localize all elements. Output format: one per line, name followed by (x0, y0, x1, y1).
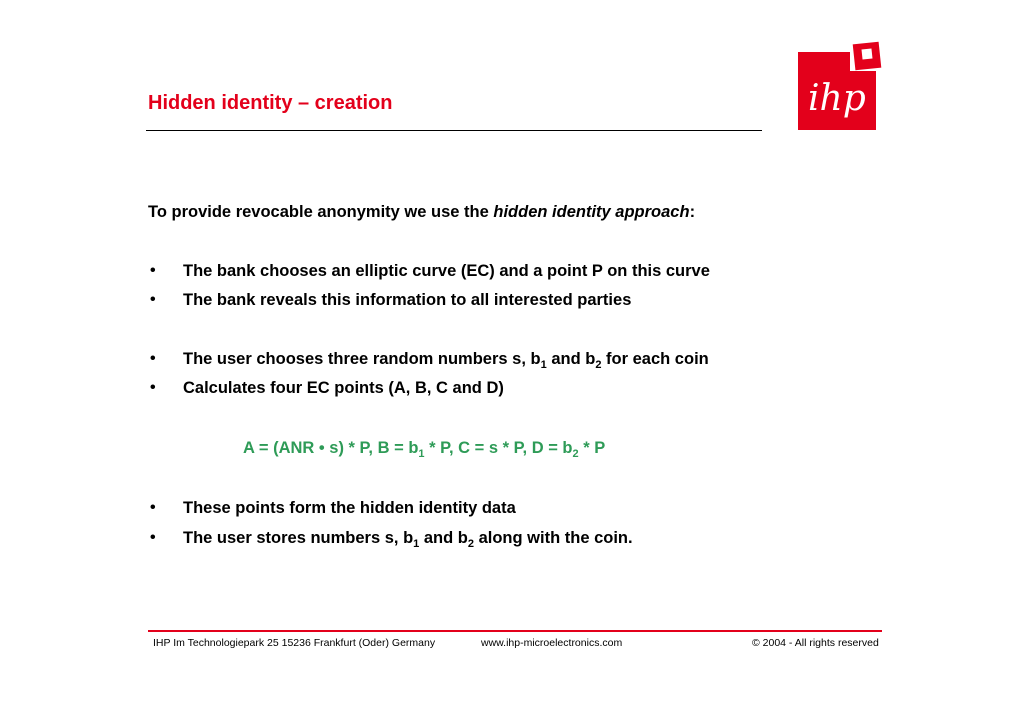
subscript: 2 (595, 359, 602, 371)
slide-title: Hidden identity – creation (148, 92, 393, 114)
title-divider (146, 130, 762, 131)
bullet-user-chooses-numbers (183, 349, 709, 369)
formula-segment: * P (578, 439, 606, 457)
text-segment: for each coin (601, 350, 709, 368)
bullet-bank-reveals-info: The bank reveals this information to all interested parties (183, 291, 632, 309)
footer-divider (148, 630, 882, 632)
intro-tail: : (689, 203, 696, 221)
subscript: 2 (467, 538, 474, 550)
footer-address: IHP Im Technologiepark 25 15236 Frankfurt (Oder) Germany (153, 637, 436, 649)
text-segment: and b (419, 529, 468, 547)
intro-line (148, 202, 695, 222)
footer-website: www.ihp-microelectronics.com (481, 637, 623, 649)
bullet-user-stores-numbers (183, 528, 633, 548)
bullet-hidden-identity-data: These points form the hidden identity data (183, 499, 516, 517)
bullet-marker: • (150, 499, 156, 516)
subscript: 2 (572, 448, 579, 460)
formula-segment: A = (ANR • s) * P, B = b (243, 439, 419, 457)
bullet-bank-chooses-curve: The bank chooses an elliptic curve (EC) and a point P on this curve (183, 262, 710, 280)
text-segment: The user stores numbers s, b (183, 529, 414, 547)
bullet-marker: • (150, 529, 156, 546)
bullet-calculates-points: Calculates four EC points (A, B, C and D) (183, 379, 504, 397)
text-segment: and b (546, 350, 596, 368)
text-segment: along with the coin. (474, 529, 633, 547)
subscript: 1 (540, 359, 547, 371)
intro-emphasis: hidden identity approach (493, 203, 690, 221)
bullet-marker: • (150, 379, 156, 396)
ihp-logo-icon (796, 40, 886, 132)
bullet-marker: • (150, 350, 156, 367)
footer-copyright: © 2004 - All rights reserved (752, 637, 879, 649)
text-segment: The user chooses three random numbers s, b (183, 350, 541, 368)
intro-lead: To provide revocable anonymity we use the (148, 203, 494, 221)
subscript: 1 (413, 538, 420, 550)
bullet-marker: • (150, 262, 156, 279)
formula-segment: * P, C = s * P, D = b (424, 439, 573, 457)
subscript: 1 (418, 448, 425, 460)
ec-points-formula (243, 438, 605, 458)
bullet-marker: • (150, 291, 156, 308)
logo-text: ihp (808, 78, 866, 119)
